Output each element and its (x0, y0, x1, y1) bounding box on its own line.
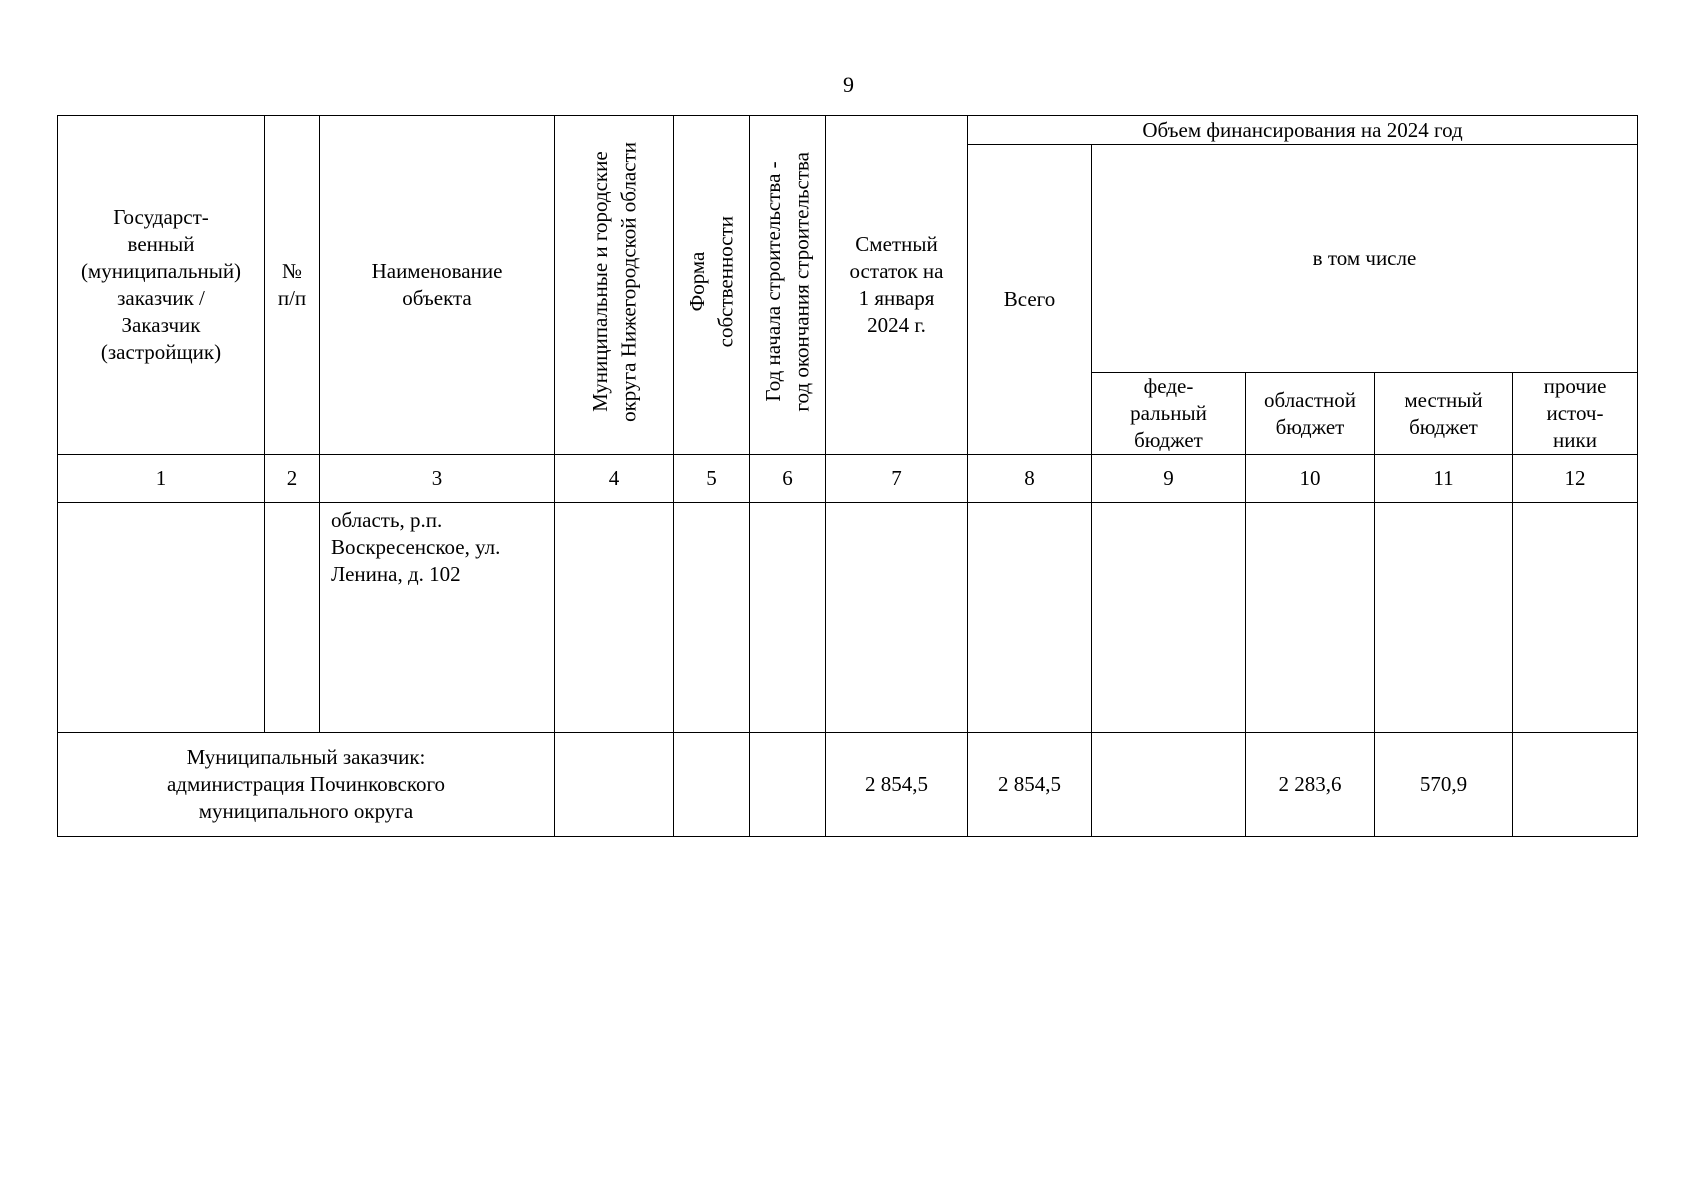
col-number: 2 (265, 455, 320, 503)
col-number: 10 (1246, 455, 1375, 503)
total-estimate-balance: 2 854,5 (826, 733, 968, 837)
header-construction-years-text: Год начала строительства - год окончания строительства (761, 151, 814, 412)
header-other: прочие источ- ники (1513, 373, 1638, 455)
total-label: Муниципальный заказчик: администрация Починковского муниципального округа (58, 733, 555, 837)
header-ownership (674, 116, 750, 455)
cell-empty (1375, 503, 1513, 733)
cell-empty (1513, 503, 1638, 733)
page-number: 9 (843, 72, 854, 97)
col-number: 4 (555, 455, 674, 503)
header-object-name: Наименование объекта (320, 116, 555, 455)
total-other (1513, 733, 1638, 837)
cell-empty (826, 503, 968, 733)
total-federal (1092, 733, 1246, 837)
total-regional: 2 283,6 (1246, 733, 1375, 837)
cell-empty (968, 503, 1092, 733)
col-number: 6 (750, 455, 826, 503)
total-row (58, 733, 1638, 837)
col-number: 9 (1092, 455, 1246, 503)
header-number: № п/п (265, 116, 320, 455)
col-number: 1 (58, 455, 265, 503)
header-financing: Объем финансирования на 2024 год (968, 116, 1638, 145)
col-number: 7 (826, 455, 968, 503)
total-all: 2 854,5 (968, 733, 1092, 837)
header-ownership-text: Форма собственности (685, 215, 738, 348)
col-number: 12 (1513, 455, 1638, 503)
object-name: область, р.п. Воскресенское, ул. Ленина, д. 102 (320, 503, 555, 733)
cell-empty (555, 733, 674, 837)
cell-empty (555, 503, 674, 733)
header-municipalities (555, 116, 674, 455)
header-local: местный бюджет (1375, 373, 1513, 455)
header-total: Всего (968, 145, 1092, 455)
header-municipalities-text: Муниципальные и городские округа Нижегородской области (587, 141, 640, 422)
financing-table (57, 115, 1638, 837)
header-customer: Государст- венный (муниципальный) заказчик / Заказчик (застройщик) (58, 116, 265, 455)
col-number: 3 (320, 455, 555, 503)
header-regional: областной бюджет (1246, 373, 1375, 455)
header-estimate-balance: Сметный остаток на 1 января 2024 г. (826, 116, 968, 455)
header-including: в том числе (1092, 145, 1638, 373)
cell-empty (750, 733, 826, 837)
cell-empty (674, 733, 750, 837)
header-construction-years (750, 116, 826, 455)
cell-empty (58, 503, 265, 733)
cell-empty (1246, 503, 1375, 733)
col-number: 11 (1375, 455, 1513, 503)
cell-empty (265, 503, 320, 733)
table-row (58, 503, 1638, 733)
cell-empty (1092, 503, 1246, 733)
cell-empty (750, 503, 826, 733)
total-local: 570,9 (1375, 733, 1513, 837)
col-number: 5 (674, 455, 750, 503)
cell-empty (674, 503, 750, 733)
header-federal: феде- ральный бюджет (1092, 373, 1246, 455)
col-number: 8 (968, 455, 1092, 503)
